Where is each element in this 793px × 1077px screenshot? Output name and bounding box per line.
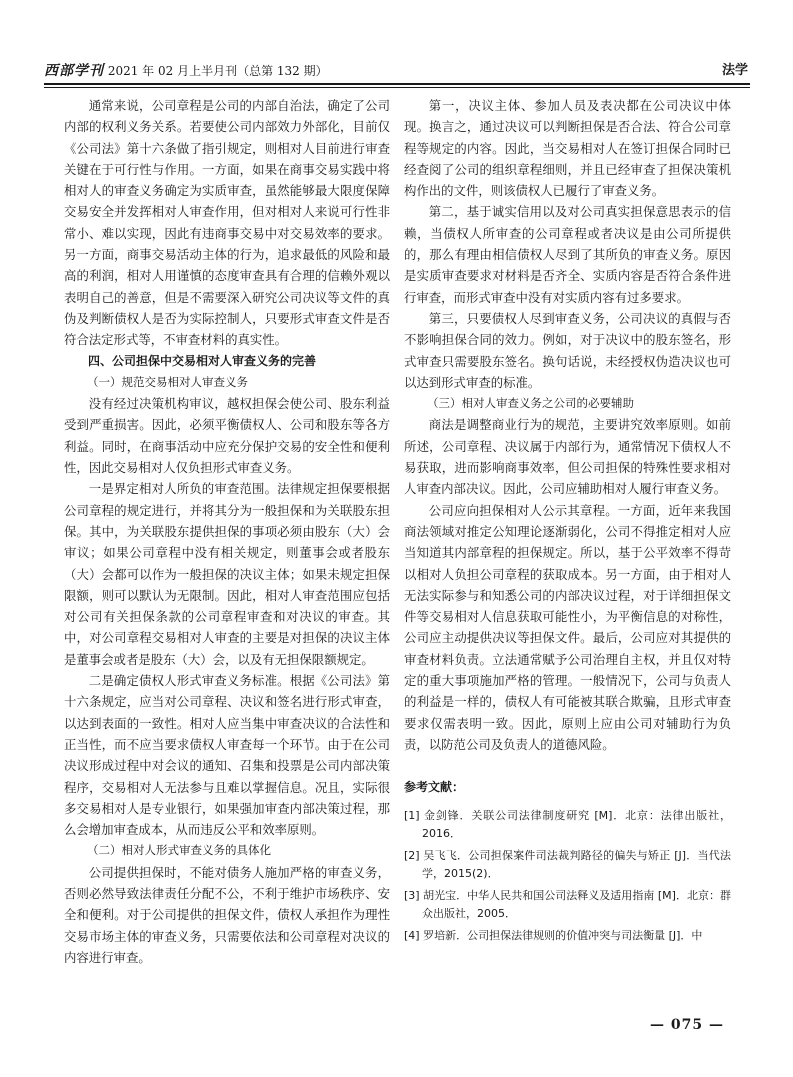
- body-paragraph: 第二，基于诚实信用以及对公司真实担保意思表示的信赖，当债权人所审查的公司章程或者决议是由公司所提供的，那么有理由相信债权人尽到了其所负的审查义务。原因是实质审查要求对材料是否齐全、实质内容是否符合条件进行审查，而形式审查中没有对实质内容有过多要求。: [404, 204, 731, 305]
- body-paragraph: 商法是调整商业行为的规范，主要讲究效率原则。如前所述，公司章程、决议属于内部行为，通常情况下债权人不易获取，进而影响商事效率，但公司担保的特殊性要求相对人审查内部决议。因此，公司应辅助相对人履行审查义务。: [404, 417, 731, 497]
- reference-item: [1] 金剑锋．关联公司法律制度研究 [M]．北京：法律出版社，2016．: [404, 808, 731, 840]
- issue-info: 2021 年 02 月上半月刊（总第 132 期）: [107, 64, 328, 78]
- page-number: — 075 —: [650, 1017, 724, 1033]
- subsection-heading: （二）相对人形式审查义务的具体化: [87, 843, 271, 858]
- left-column: [64, 95, 390, 968]
- running-header: [44, 62, 750, 84]
- right-column-body: [404, 95, 731, 755]
- body-paragraph: 第三，只要债权人尽到审查义务，公司决议的真假与否不影响担保合同的效力。例如，对于决议中的股东签名，形式审查只需要股东签名。换句话说，未经授权伪造决议也可以达到形式审查的标准。: [404, 310, 731, 390]
- body-paragraph: 一是界定相对人所负的审查范围。法律规定担保要根据公司章程的规定进行，并将其分为一般担保和为关联股东担保。其中，为关联股东提供担保的事项必须由股东（大）会审议；如果公司章程中没有相关规定，则董事会或者股东（大）会都可以作为一般担保的决议主体；如果未规定担保限额，则可以默认为无限制。因此，相对人审查范围应包括对公司有关担保条款的公司章程审查和对决议的审查。其中，对公司章程交易相对人审查的主要是对担保的决议主体是董事会或者是股东（大）会，以及有无担保限额规定。: [64, 481, 390, 667]
- section-heading: 四、公司担保中交易相对人审查义务的完善: [88, 353, 317, 368]
- body-paragraph: 第一，决议主体、参加人员及表决都在公司决议中体现。换言之，通过决议可以判断担保是否合法、符合公司章程等规定的内容。因此，当交易相对人在签订担保合同时已经查阅了公司的组织章程细则，并且已经审查了担保决策机构作出的文件，则该债权人已履行了审查义务。: [404, 98, 731, 199]
- reference-item: [4] 罗培新．公司担保法律规则的价值冲突与司法衡量 [J]．中: [404, 928, 703, 942]
- journal-issue-line: [44, 62, 328, 80]
- subsection-heading: （一）规范交易相对人审查义务: [87, 374, 248, 389]
- reference-item: [3] 胡光宝．中华人民共和国公司法释义及适用指南 [M]．北京：群众出版社，2005．: [404, 888, 731, 920]
- journal-logo: 西部学刊: [44, 63, 104, 79]
- reference-item: [2] 吴飞飞．公司担保案件司法裁判路径的偏失与矫正 [J]．当代法学，2015(2)．: [404, 848, 731, 880]
- header-rule-thin: [44, 87, 750, 88]
- references-title: 参考文献：: [404, 780, 465, 795]
- body-paragraph: 二是确定债权人形式审查义务标准。根据《公司法》第十六条规定，应当对公司章程、决议和签名进行形式审查，以达到表面的一致性。相对人应当集中审查决议的合法性和正当性，而不应当要求债权人审查每一个环节。由于在公司决议形成过程中对会议的通知、召集和投票是公司内部决策程序，交易相对人无法参与且难以掌握信息。况且，实际很多交易相对人是专业银行，如果强加审查内部决策过程，那么会增加审查成本，从而违反公平和效率原则。: [64, 673, 390, 838]
- section-label: 法学: [721, 63, 748, 78]
- body-paragraph: 公司应向担保相对人公示其章程。一方面，近年来我国商法领域对推定公知理论逐渐弱化，公司不得推定相对人应当知道其内部章程的担保规定。所以，基于公平效率不得苛以相对人负担公司章程的获取成本。另一方面，由于相对人无法实际参与和知悉公司的内部决议过程，对于详细担保文件等交易相对人信息获取可能性小，为平衡信息的对称性，公司应主动提供决议等担保文件。最后，公司应对其提供的审查材料负责。立法通常赋予公司治理自主权，并且仅对特定的重大事项施加严格的管理。一般情况下，公司与负责人的利益是一样的，债权人有可能被其联合欺骗，且形式审查要求仅需表明一致。因此，原则上应由公司对辅助行为负责，以防范公司及负责人的道德风险。: [404, 502, 731, 752]
- body-paragraph: 公司提供担保时，不能对债务人施加严格的审查义务，否则必然导致法律责任分配不公，不利于维护市场秩序、安全和便利。对于公司提供的担保文件，债权人承担作为理性交易市场主体的审查义务，只需要依法和公司章程对决议的内容进行审查。: [64, 864, 390, 965]
- body-paragraph: 没有经过决策机构审议，越权担保会使公司、股东利益受到严重损害。因此，必须平衡债权人、公司和股东等各方利益。同时，在商事活动中应充分保护交易的安全性和便利性，因此交易相对人仅负担形式审查义务。: [64, 396, 390, 476]
- references-list: [404, 807, 731, 945]
- body-paragraph: 通常来说，公司章程是公司的内部自治法，确定了公司内部的权利义务关系。若要使公司内部效力外部化，目前仅《公司法》第十六条做了指引规定，则相对人目前进行审查关键在于可行性与作用。一方面，如果在商事交易实践中将相对人的审查义务确定为实质审查，虽然能够最大限度保障交易安全并发挥相对人审查作用，但对相对人来说可行性非常小、难以实现，因此有违商事交易中对交易效率的要求。另一方面，商事交易活动主体的行为，追求最低的风险和最高的利润，相对人用谨慎的态度审查具有合理的信赖外观以表明自己的善意，但是不需要深入研究公司决议等文件的真伪及判断债权人是否为实际控制人，只要形式审查文件是否符合法定形式等，不审查材料的真实性。: [64, 98, 390, 348]
- right-column: [404, 95, 731, 949]
- header-rule-thick: [44, 83, 750, 85]
- subsection-heading: （三）相对人审查义务之公司的必要辅助: [427, 396, 634, 411]
